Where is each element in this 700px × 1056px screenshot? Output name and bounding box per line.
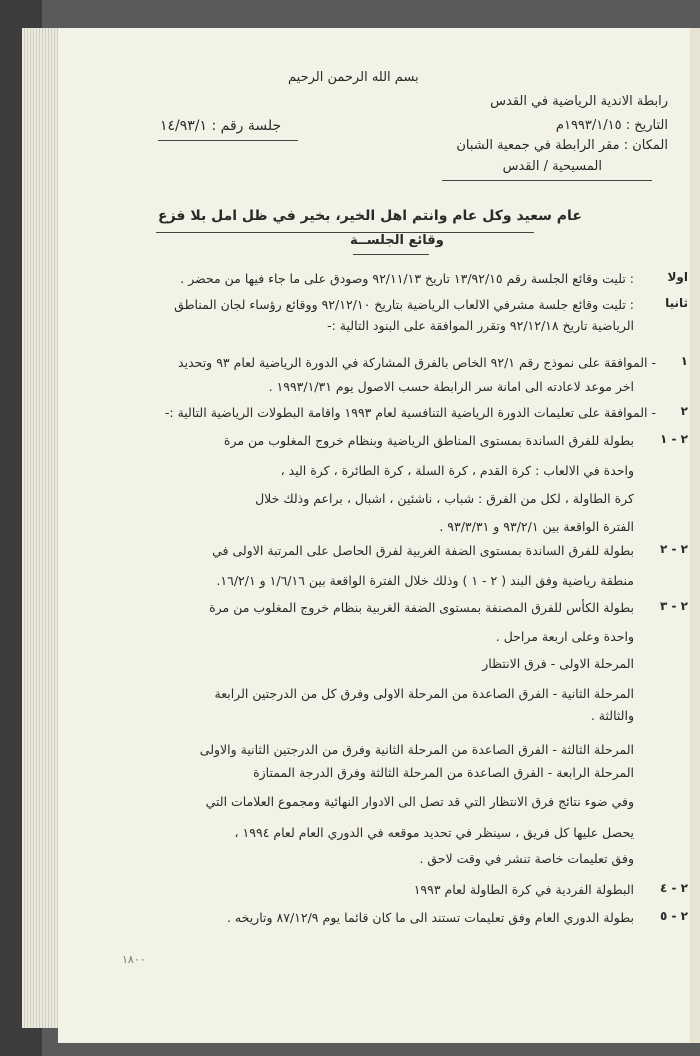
line-number-label: ٢ - ٤: [660, 881, 688, 895]
minutes-line: بطولة الكأس للفرق المصنفة بمستوى الضفة الغربية بنظام خروج المغلوب من مرة: [209, 600, 634, 615]
minutes-line: المرحلة الاولى - فرق الانتظار: [482, 656, 634, 671]
minutes-line: كرة الطاولة ، لكل من الفرق : شباب ، ناشئين ، اشبال ، براعم وذلك خلال: [255, 491, 634, 506]
minutes-line: البطولة الفردية في كرة الطاولة لعام ١٩٩٣: [413, 882, 634, 897]
minutes-line: المرحلة الثالثة - الفرق الصاعدة من المرحلة الثانية وفرق من الدرجتين الثانية والاولى: [199, 742, 634, 757]
minutes-line: : تليت وقائع الجلسة رقم ١٣/٩٢/١٥ تاريخ ٩٢/١١/١٣ وصودق على ما جاء فيها من محضر .: [180, 271, 634, 286]
line-number-label: ٢: [680, 404, 688, 418]
line-number-label: اولا: [667, 270, 688, 284]
minutes-line: واحدة وعلى اربعة مراحل .: [495, 629, 634, 644]
line-number-label: ٢ - ٢: [660, 542, 688, 556]
greeting: عام سعيد وكل عام وانتم اهل الخير، بخير في ظل امل بلا فزع: [158, 208, 582, 224]
minutes-title: وقائع الجلســة: [350, 233, 444, 248]
minutes-title-underline: [353, 254, 429, 255]
minutes-line: الفترة الواقعة بين ٩٣/٢/١ و ٩٣/٣/٣١ .: [439, 519, 634, 534]
session-number: جلسة رقم : ١٤/٩٣/١: [160, 118, 282, 134]
minutes-line: وفق تعليمات خاصة تنشر في وقت لاحق .: [419, 851, 634, 866]
meeting-date: التاريخ : ١٩٩٣/١/١٥م: [555, 118, 668, 133]
minutes-line: وفي ضوء نتائج فرق الانتظار التي قد تصل الى الادوار النهائية ومجموع العلامات التي: [205, 794, 634, 809]
minutes-line: منطقة رياضية وفق البند ( ٢ - ١ ) وذلك خلال الفترة الواقعة بين ١/٦/١٦ و ١٦/٢/١.: [216, 573, 634, 588]
session-underline: [158, 140, 298, 141]
meeting-place-line2: المسيحية / القدس: [502, 159, 602, 174]
minutes-line: اخر موعد لاعادته الى امانة سر الرابطة حسب الاصول يوم ١٩٩٣/١/٣١ .: [268, 379, 634, 394]
minutes-line: يحصل عليها كل فريق ، سينظر في تحديد موقعه في الدوري العام لعام ١٩٩٤ ،: [234, 825, 634, 840]
minutes-line: بطولة للفرق الساندة بمستوى المناطق الرياضية وبنظام خروج المغلوب من مرة: [223, 433, 634, 448]
page-number: ١٨٠٠: [122, 953, 146, 966]
line-number-label: ٢ - ٣: [660, 599, 688, 613]
org-name: رابطة الاندية الرياضية في القدس: [490, 94, 668, 109]
minutes-line: : تليت وقائع جلسة مشرفي الالعاب الرياضية بتاريخ ٩٢/١٢/١٠ ووقائع رؤساء لجان المناطق: [174, 297, 634, 312]
line-number-label: ثانيا: [665, 296, 688, 310]
page-right-margin: [690, 28, 700, 1043]
minutes-line: - الموافقة على تعليمات الدورة الرياضية التنافسية لعام ١٩٩٣ واقامة البطولات الرياضية التالية :-: [164, 405, 656, 420]
minutes-line: الرياضية تاريخ ٩٢/١٢/١٨ وتقرر الموافقة على البنود التالية :-: [327, 318, 634, 333]
header-underline: [442, 180, 652, 181]
minutes-line: المرحلة الثانية - الفرق الصاعدة من المرحلة الاولى وفرق كل من الدرجتين الرابعة: [214, 686, 634, 701]
minutes-line: المرحلة الرابعة - الفرق الصاعدة من المرحلة الثالثة وفرق الدرجة الممتازة: [253, 765, 634, 780]
minutes-line: والثالثة .: [590, 708, 634, 723]
minutes-line: بطولة للفرق الساندة بمستوى الضفة الغربية لفرق الحاصل على المرتبة الاولى في: [212, 543, 634, 558]
meeting-place: المكان : مقر الرابطة في جمعية الشبان: [456, 138, 668, 153]
document-page: [58, 28, 692, 1043]
minutes-line: واحدة في الالعاب : كرة القدم ، كرة السلة ، كرة الطائرة ، كرة اليد ،: [280, 463, 634, 478]
line-number-label: ١: [680, 354, 688, 368]
book-page-edges: [22, 28, 62, 1028]
bismillah-heading: بسم الله الرحمن الرحيم: [288, 70, 419, 85]
minutes-line: بطولة الدوري العام وفق تعليمات تستند الى ما كان قائما يوم ٨٧/١٢/٩ وتاريخه .: [226, 910, 634, 925]
greeting-underline: [156, 232, 534, 233]
line-number-label: ٢ - ١: [660, 432, 688, 446]
minutes-line: - الموافقة على نموذج رقم ٩٢/١ الخاص بالفرق المشاركة في الدورة الرياضية لعام ٩٣ وتحديد: [178, 355, 656, 370]
line-number-label: ٢ - ٥: [660, 909, 688, 923]
